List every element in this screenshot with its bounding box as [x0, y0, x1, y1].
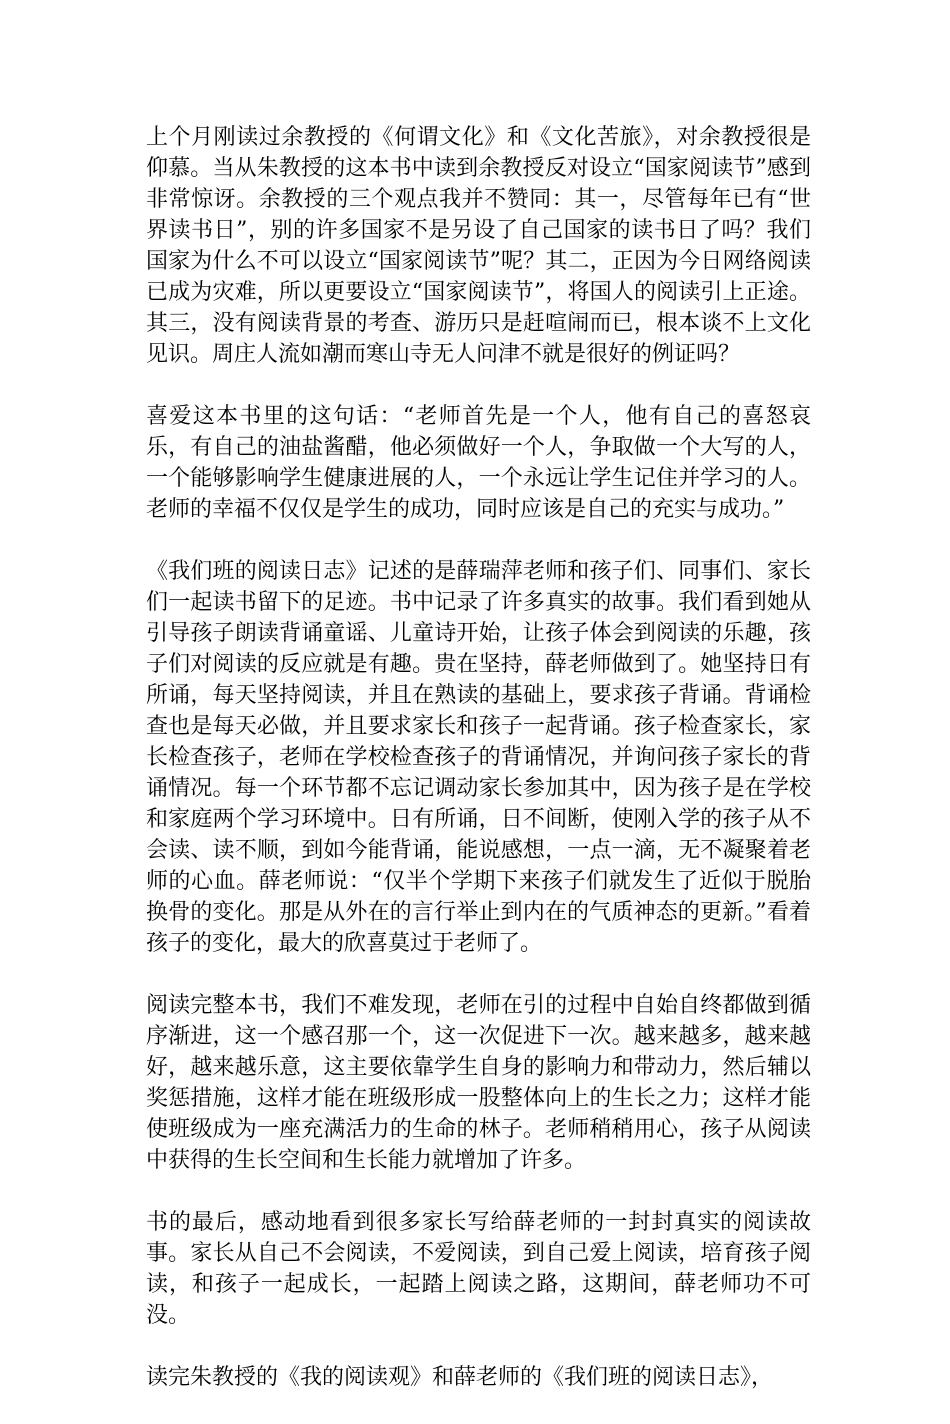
paragraph-3: 《我们班的阅读日志》记述的是薛瑞萍老师和孩子们、同事们、家长们一起读书留下的足迹。书中记录了许多真实的故事。我们看到她从引导孩子朗读背诵童谣、儿童诗开始，让孩子体会到阅读的乐趣，孩子们对阅读的反应就是有趣。贵在坚持，薛老师做到了。她坚持日有所诵，每天坚持阅读，并且在熟读的基础上，要求孩子背诵。背诵检查也是每天必做，并且要求家长和孩子一起背诵。孩子检查家长，家长检查孩子，老师在学校检查孩子的背诵情况，并询问孩子家长的背诵情况。每一个环节都不忘记调动家长参加其中，因为孩子是在学校和家庭两个学习环境中。日有所诵，日不间断，使刚入学的孩子从不会读、读不顺，到如今能背诵，能说感想，一点一滴，无不凝聚着老师的心血。薛老师说：“仅半个学期下来孩子们就发生了近似于脱胎换骨的变化。那是从外在的言行举止到内在的气质神态的更新。”看着孩子的变化，最大的欣喜莫过于老师了。: [146, 559, 811, 956]
paragraph-1: 上个月刚读过余教授的《何谓文化》和《文化苦旅》，对余教授很是仰慕。当从朱教授的这本书中读到余教授反对设立“国家阅读节”感到非常惊讶。余教授的三个观点我并不赞同：其一，尽管每年已有“世界读书日”，别的许多国家不是另设了自己国家的读书日了吗？我们国家为什么不可以设立“国家阅读节”呢？其二，正因为今日网络阅读已成为灾难，所以更要设立“国家阅读节”，将国人的阅读引上正途。其三，没有阅读背景的考查、游历只是赶喧闹而已，根本谈不上文化见识。周庄人流如潮而寒山寺无人问津不就是很好的例证吗？: [146, 125, 811, 367]
paragraph-4: 阅读完整本书，我们不难发现，老师在引的过程中自始自终都做到循序渐进，这一个感召那一个，这一次促进下一次。越来越多，越来越好，越来越乐意，这主要依靠学生自身的影响力和带动力，然后辅以奖惩措施，这样才能在班级形成一股整体向上的生长之力；这样才能使班级成为一座充满活力的生命的林子。老师稍稍用心，孩子从阅读中获得的生长空间和生长能力就增加了许多。: [146, 993, 811, 1173]
paragraph-2: 喜爱这本书里的这句话：“老师首先是一个人，他有自己的喜怒哀乐，有自己的油盐酱醋，他必须做好一个人，争取做一个大写的人，一个能够影响学生健康进展的人，一个永远让学生记住并学习的人。老师的幸福不仅仅是学生的成功，同时应该是自己的充实与成功。”: [146, 404, 811, 522]
document-body: [146, 122, 811, 1424]
paragraph-5: 书的最后，感动地看到很多家长写给薛老师的一封封真实的阅读故事。家长从自己不会阅读，不爱阅读，到自己爱上阅读，培育孩子阅读，和孩子一起成长，一起踏上阅读之路，这期间，薛老师功不可没。: [146, 1210, 811, 1328]
paragraph-6: 读完朱教授的《我的阅读观》和薛老师的《我们班的阅读日志》，: [146, 1365, 774, 1390]
